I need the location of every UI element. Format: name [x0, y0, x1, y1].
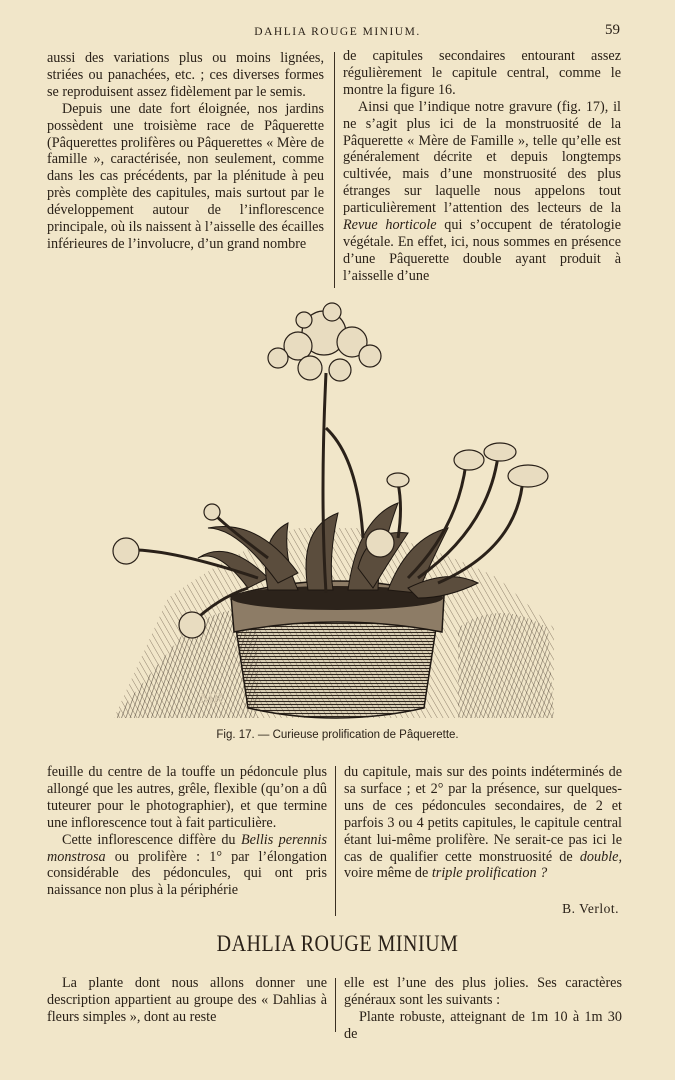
paragraph: Ainsi que l’indique notre gravure (fig. 17), il ne s’agit plus ici de la monstruosité de la Pâquerette « Mère de Famille », telle qu’elle est généralement décrite et depuis longtemps cultivée, mais d’une monstruosité des plus étranges sur laquelle nous appelons tout particulièrement l’attention des lecteurs de la Revue horticole qui s’occupent de tératologie végétale. En effet, ici, nous sommes en présence d’une Pâquerette double ayant produit à l’aisselle d’une [343, 98, 622, 284]
page-number: 59 [605, 22, 620, 38]
paragraph: Plante robuste, atteignant de 1m 10 à 1m 30 de [344, 1008, 622, 1042]
paragraph: elle est l’une des plus jolies. Ses caractères généraux sont les suivants : [344, 975, 622, 1008]
daisy-engraving-figure [108, 298, 560, 722]
column-rule [335, 766, 336, 916]
author-signature: B. Verlot. [562, 901, 619, 916]
article2-column-1 [47, 975, 327, 1026]
article1-column-3 [47, 764, 327, 899]
running-head: DAHLIA ROUGE MINIUM. [254, 26, 421, 38]
paragraph: Depuis une date fort éloignée, nos jardins possèdent une troisième race de Pâquerette (Pâquerettes prolifères ou Pâquerettes « Mère de famille », caractérisée, non seulement, comme dans les cas précédents, par la plénitude à peu près complète des capitules, mais surtout par le développement autour de l’inflorescence principale, où ils naissent à l’aisselle des écailles inférieures de l’involucre, d’un grand nombre [47, 100, 324, 252]
column-rule [335, 978, 336, 1032]
paragraph: Cette inflorescence diffère du Bellis perennis monstrosa ou prolifère : 1° par l’élongation considérable des pédoncules, qui ont pris naissance non plus à la périphérie [47, 831, 327, 899]
figure-caption: Fig. 17. — Curieuse prolification de Pâquerette. [216, 729, 459, 741]
monogram: MR [200, 691, 224, 707]
article1-column-1 [47, 50, 324, 253]
paragraph: La plante dont nous allons donner une description appartient au groupe des « Dahlias à fleurs simples », dont au reste [47, 975, 327, 1025]
page-header [0, 22, 675, 42]
daisy-engraving [108, 298, 560, 722]
article2-column-2 [344, 975, 622, 1043]
section-title: DAHLIA ROUGE MINIUM [216, 931, 459, 957]
paragraph: feuille du centre de la touffe un pédoncule plus allongé que les autres, grêle, flexible (qu’on a dû tuteurer pour le photographier), et que termine une inflorescence tout à fait particulière. [47, 764, 327, 831]
paragraph: du capitule, mais sur des points indéterminés de sa surface ; et 2° par la présence, sur quelques-uns de ces pédoncules secondaires, de 2 et parfois 3 ou 4 petits capitules, le capitule central étant lui-même prolifère. Ne serait-ce pas ici le cas de qualifier cette monstruosité de double, voire même de triple prolification ? [344, 764, 622, 882]
article1-column-4 [344, 764, 622, 882]
paragraph: de capitules secondaires entourant assez régulièrement le capitule central, comme le montre la figure 16. [343, 48, 621, 98]
article1-column-2 [343, 48, 621, 285]
column-rule [334, 52, 335, 288]
paragraph: aussi des variations plus ou moins lignées, striées ou panachées, etc. ; ces diverses formes se reproduisent assez fidèlement par le semis. [47, 50, 324, 100]
